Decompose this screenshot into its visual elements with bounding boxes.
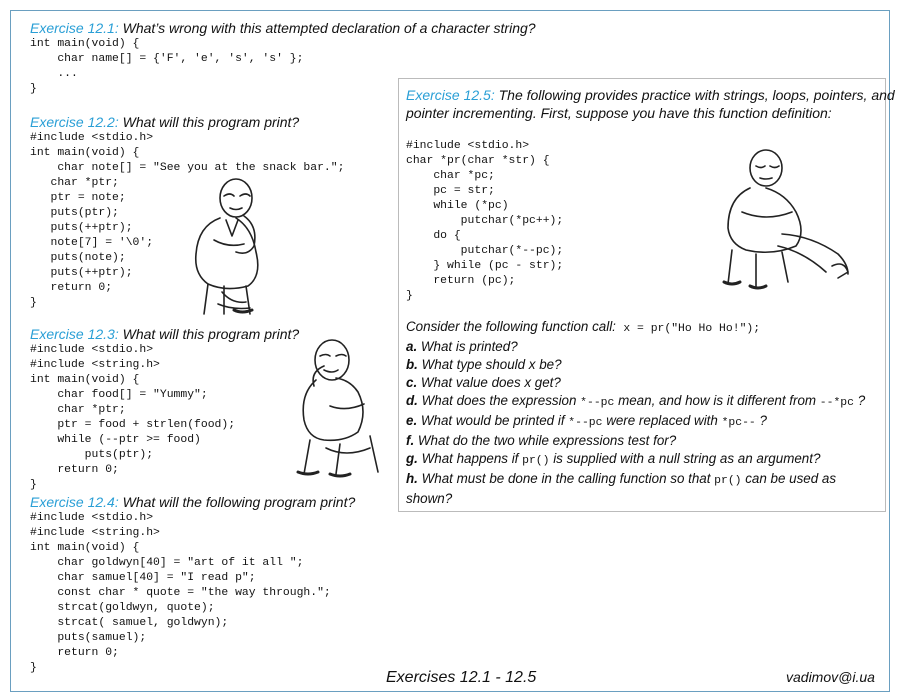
question-letter: e. xyxy=(406,413,418,428)
question-letter: h. xyxy=(406,471,418,486)
exercise-number: Exercise 12.2: xyxy=(30,114,119,130)
question-letter: g. xyxy=(406,451,418,466)
question-letter: d. xyxy=(406,393,418,408)
exercise-question: What will this program print? xyxy=(118,114,300,130)
code-block: #include <stdio.h> char *pr(char *str) { char *pc; pc = str; while (*pc) putchar(*pc++); do { putchar(*--pc); } while (pc - str); return (pc); } xyxy=(406,140,564,302)
inline-code: pr() xyxy=(522,455,550,467)
question-text: What must be done in the calling function so that xyxy=(417,471,715,486)
call-text: Consider the following function call: xyxy=(406,319,616,334)
exercise-number: Exercise 12.3: xyxy=(30,326,119,342)
sleeping-man-illustration xyxy=(722,142,862,292)
question-text: What is printed? xyxy=(417,339,518,354)
question-text: What type should x be? xyxy=(417,357,562,372)
question-e xyxy=(406,412,895,432)
function-call-line xyxy=(406,318,895,338)
question-text: can be used as xyxy=(741,471,837,486)
question-letter: a. xyxy=(406,339,418,354)
question-text: What value does x get? xyxy=(417,375,561,390)
question-d xyxy=(406,392,895,412)
footer-title: Exercises 12.1 - 12.5 xyxy=(386,669,537,686)
question-text: is supplied with a null string as an argument? xyxy=(549,451,821,466)
exercise-intro: The following provides practice with strings, loops, pointers, and xyxy=(494,87,895,103)
question-text: What do the two while expressions test for? xyxy=(414,433,677,448)
question-text: What does the expression xyxy=(417,393,581,408)
exercise-number: Exercise 12.1: xyxy=(30,20,119,36)
question-c xyxy=(406,374,895,392)
exercise-number: Exercise 12.5: xyxy=(406,87,495,103)
question-letter: f. xyxy=(406,433,415,448)
question-f xyxy=(406,432,895,450)
inline-code: *--pc xyxy=(580,397,615,409)
exercise-header xyxy=(30,494,355,511)
question-list xyxy=(406,318,895,508)
question-b xyxy=(406,356,895,374)
code-block: #include <stdio.h> int main(void) { char note[] = "See you at the snack bar."; char *ptr; ptr = note; puts(ptr); puts(++ptr); note[7] = '\0'; puts(note); puts(++ptr); return 0; } xyxy=(30,132,345,309)
inline-code: --*pc xyxy=(819,397,854,409)
code-block: #include <stdio.h> #include <string.h> int main(void) { char food[] = "Yummy"; char *ptr; ptr = food + strlen(food); while (--ptr >= food) puts(ptr); return 0; } xyxy=(30,344,236,491)
thinking-man-illustration xyxy=(178,174,278,324)
question-letter: c. xyxy=(406,375,418,390)
exercise-header xyxy=(30,326,299,343)
inline-code: pr() xyxy=(714,475,742,487)
exercise-12-4 xyxy=(30,494,355,676)
inline-code: *--pc xyxy=(568,417,603,429)
exercise-header xyxy=(406,87,895,104)
question-text: ? xyxy=(755,413,767,428)
question-text: What happens if xyxy=(417,451,523,466)
inline-code: *pc-- xyxy=(721,417,756,429)
exercise-question: What’s wrong with this attempted declaration of a character string? xyxy=(118,20,536,36)
exercise-intro-line2: pointer incrementing. First, suppose you have this function definition: xyxy=(406,105,832,121)
exercise-header xyxy=(30,20,536,37)
exercise-12-3 xyxy=(30,326,299,493)
question-h xyxy=(406,470,895,490)
call-code: x = pr("Ho Ho Ho!"); xyxy=(623,323,761,335)
question-text: ? xyxy=(853,393,866,408)
exercise-question: What will the following program print? xyxy=(118,494,356,510)
exercise-header xyxy=(30,114,344,131)
exercise-question: What will this program print? xyxy=(118,326,300,342)
question-text: mean, and how is it different from xyxy=(614,393,820,408)
question-letter: b. xyxy=(406,357,418,372)
thinking-man-illustration xyxy=(290,336,390,486)
question-text: What would be printed if xyxy=(417,413,569,428)
question-g xyxy=(406,450,895,470)
exercise-number: Exercise 12.4: xyxy=(30,494,119,510)
question-text: were replaced with xyxy=(602,413,722,428)
footer-email: vadimov@i.ua xyxy=(786,669,875,685)
code-block: int main(void) { char name[] = {'F', 'e', 's', 's' }; ... } xyxy=(30,38,304,95)
question-a xyxy=(406,338,895,356)
code-block: #include <stdio.h> #include <string.h> int main(void) { char goldwyn[40] = "art of it all "; char samuel[40] = "I read p"; const char * quote = "the way through."; strcat(goldwyn, quote); strcat( samuel, goldwyn); puts(samuel); return 0; } xyxy=(30,512,331,674)
question-h-line2: shown? xyxy=(406,491,453,506)
